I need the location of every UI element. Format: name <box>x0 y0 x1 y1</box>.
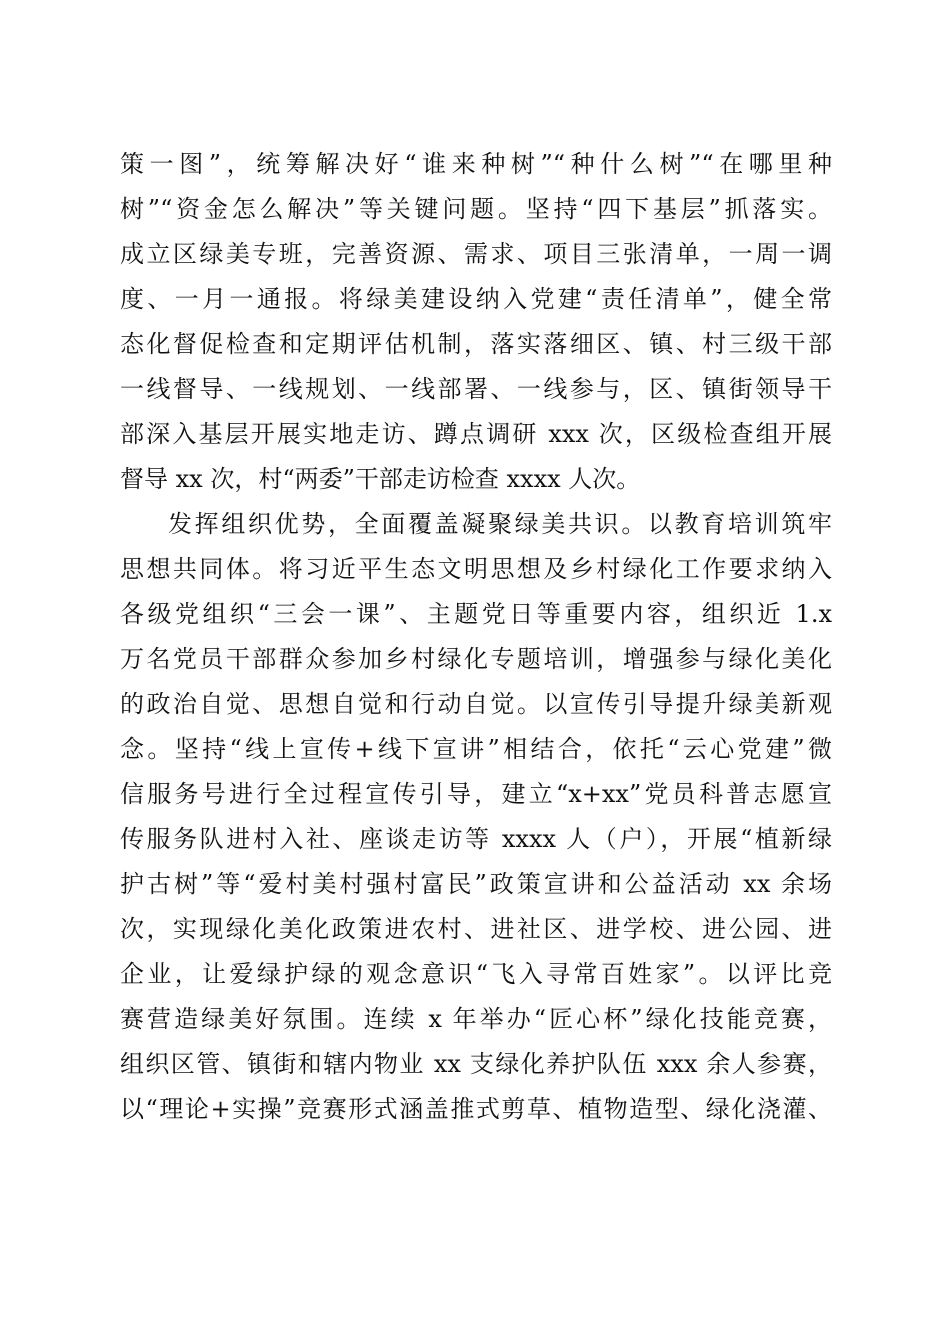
paragraph-2 <box>120 502 832 1132</box>
text-line: 发挥组织优势，全面覆盖凝聚绿美共识。以教育培训筑牢 <box>168 510 832 538</box>
text-line: 度、一月一通报。将绿美建设纳入党建“责任清单”，健全常 <box>120 285 832 313</box>
document-body <box>120 142 832 1132</box>
text-line: 部深入基层开展实地走访、蹲点调研 xxx 次，区级检查组开展 <box>120 420 832 448</box>
text-line: 态化督促检查和定期评估机制，落实落细区、镇、村三级干部 <box>120 330 832 358</box>
text-line: 信服务号进行全过程宣传引导，建立“x+xx”党员科普志愿宣 <box>120 780 832 808</box>
text-line: 赛营造绿美好氛围。连续 x 年举办“匠心杯”绿化技能竞赛， <box>120 1005 832 1033</box>
text-line: 督导 xx 次，村“两委”干部走访检查 xxxx 人次。 <box>120 465 641 493</box>
text-line: 树”“资金怎么解决”等关键问题。坚持“四下基层”抓落实。 <box>120 195 832 223</box>
paragraph-1 <box>120 142 832 502</box>
text-line: 的政治自觉、思想自觉和行动自觉。以宣传引导提升绿美新观 <box>120 690 832 718</box>
text-line: 思想共同体。将习近平生态文明思想及乡村绿化工作要求纳入 <box>120 555 832 583</box>
text-line: 组织区管、镇街和辖内物业 xx 支绿化养护队伍 xxx 余人参赛， <box>120 1050 832 1078</box>
text-line: 成立区绿美专班，完善资源、需求、项目三张清单，一周一调 <box>120 240 832 268</box>
text-line: 一线督导、一线规划、一线部署、一线参与，区、镇街领导干 <box>120 375 832 403</box>
text-line: 传服务队进村入社、座谈走访等 xxxx 人（户），开展“植新绿 <box>120 825 832 853</box>
text-line: 护古树”等“爱村美村强村富民”政策宣讲和公益活动 xx 余场 <box>120 870 832 898</box>
text-line: 各级党组织“三会一课”、主题党日等重要内容，组织近 1.x <box>120 600 832 628</box>
text-line: 以“理论+实操”竞赛形式涵盖推式剪草、植物造型、绿化浇灌、 <box>120 1095 832 1123</box>
text-line: 企业，让爱绿护绿的观念意识“飞入寻常百姓家”。以评比竞 <box>120 960 832 988</box>
text-line: 念。坚持“线上宣传+线下宣讲”相结合，依托“云心党建”微 <box>120 735 832 763</box>
text-line: 策一图”，统筹解决好“谁来种树”“种什么树”“在哪里种 <box>120 150 832 178</box>
text-line: 万名党员干部群众参加乡村绿化专题培训，增强参与绿化美化 <box>120 645 832 673</box>
text-line: 次，实现绿化美化政策进农村、进社区、进学校、进公园、进 <box>120 915 832 943</box>
